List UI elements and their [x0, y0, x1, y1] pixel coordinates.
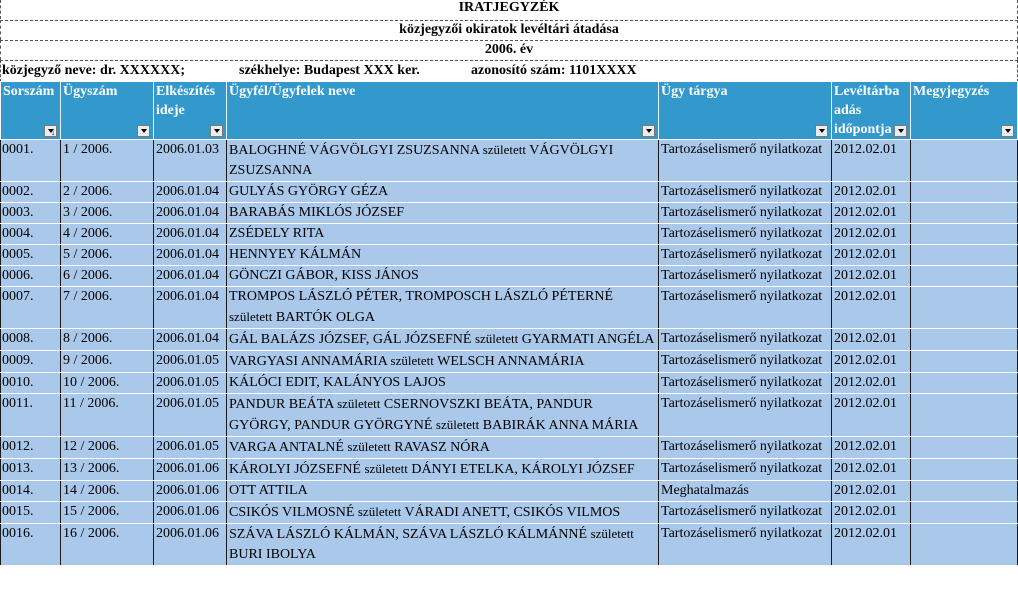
- row-note[interactable]: [911, 224, 1018, 245]
- row-note[interactable]: [911, 481, 1018, 502]
- table-row: [1, 329, 1018, 351]
- row-date[interactable]: 2006.01.05: [154, 373, 227, 394]
- filter-dropdown-icon[interactable]: [815, 125, 828, 137]
- document-subtitle: közjegyzői okiratok levéltári átadása: [0, 20, 1018, 40]
- col-header-elkeszites: Elkészítés ideje: [154, 82, 227, 140]
- row-date[interactable]: 2006.01.05: [154, 394, 227, 437]
- row-client[interactable]: BARABÁS MIKLÓS JÓZSEF: [227, 203, 659, 224]
- table-row: [1, 203, 1018, 224]
- row-date[interactable]: 2006.01.04: [154, 182, 227, 203]
- row-sorszam[interactable]: 0010.: [1, 373, 61, 394]
- row-date[interactable]: 2006.01.06: [154, 459, 227, 481]
- row-archive-date[interactable]: 2012.02.01: [832, 502, 911, 524]
- records-table: [0, 81, 1018, 566]
- row-archive-date[interactable]: 2012.02.01: [832, 481, 911, 502]
- filter-dropdown-icon[interactable]: [210, 125, 223, 137]
- row-client[interactable]: SZÁVA LÁSZLÓ KÁLMÁN, SZÁVA LÁSZLÓ KÁLMÁNNÉ született BURI IBOLYA: [227, 524, 659, 566]
- row-sorszam[interactable]: 0012.: [1, 437, 61, 459]
- row-subject[interactable]: Tartozáselismerő nyilatkozat: [659, 287, 832, 329]
- row-date[interactable]: 2006.01.04: [154, 287, 227, 329]
- row-date[interactable]: 2006.01.04: [154, 245, 227, 266]
- col-header-leveltar: Levéltárba adás időpontja: [832, 82, 911, 140]
- row-sorszam[interactable]: 0007.: [1, 287, 61, 329]
- row-ugyszam[interactable]: 15 / 2006.: [61, 502, 154, 524]
- row-sorszam[interactable]: 0003.: [1, 203, 61, 224]
- row-sorszam[interactable]: 0015.: [1, 502, 61, 524]
- row-note[interactable]: [911, 394, 1018, 437]
- row-ugyszam[interactable]: 14 / 2006.: [61, 481, 154, 502]
- table-row: [1, 245, 1018, 266]
- row-archive-date[interactable]: 2012.02.01: [832, 437, 911, 459]
- table-row: [1, 524, 1018, 566]
- row-date[interactable]: 2006.01.05: [154, 351, 227, 373]
- table-row: [1, 182, 1018, 203]
- row-date[interactable]: 2006.01.04: [154, 203, 227, 224]
- row-subject[interactable]: Tartozáselismerő nyilatkozat: [659, 351, 832, 373]
- row-subject[interactable]: Tartozáselismerő nyilatkozat: [659, 437, 832, 459]
- row-sorszam[interactable]: 0013.: [1, 459, 61, 481]
- row-ugyszam[interactable]: 3 / 2006.: [61, 203, 154, 224]
- row-note[interactable]: [911, 287, 1018, 329]
- row-client[interactable]: HENNYEY KÁLMÁN: [227, 245, 659, 266]
- row-archive-date[interactable]: 2012.02.01: [832, 140, 911, 182]
- document-title: IRATJEGYZÉK: [0, 0, 1018, 19]
- row-subject[interactable]: Tartozáselismerő nyilatkozat: [659, 394, 832, 437]
- row-archive-date[interactable]: 2012.02.01: [832, 524, 911, 566]
- row-sorszam[interactable]: 0008.: [1, 329, 61, 351]
- row-archive-date[interactable]: 2012.02.01: [832, 287, 911, 329]
- row-client[interactable]: CSIKÓS VILMOSNÉ született VÁRADI ANETT, CSIKÓS VILMOS: [227, 502, 659, 524]
- row-subject[interactable]: Tartozáselismerő nyilatkozat: [659, 329, 832, 351]
- row-archive-date[interactable]: 2012.02.01: [832, 459, 911, 481]
- row-note[interactable]: [911, 459, 1018, 481]
- row-archive-date[interactable]: 2012.02.01: [832, 182, 911, 203]
- table-row: [1, 351, 1018, 373]
- table-row: [1, 437, 1018, 459]
- row-archive-date[interactable]: 2012.02.01: [832, 394, 911, 437]
- row-client[interactable]: OTT ATTILA: [227, 481, 659, 502]
- row-client[interactable]: VARGA ANTALNÉ született RAVASZ NÓRA: [227, 437, 659, 459]
- row-archive-date[interactable]: 2012.02.01: [832, 224, 911, 245]
- row-archive-date[interactable]: 2012.02.01: [832, 329, 911, 351]
- table-row: [1, 502, 1018, 524]
- row-note[interactable]: [911, 140, 1018, 182]
- row-subject[interactable]: Tartozáselismerő nyilatkozat: [659, 245, 832, 266]
- col-header-ugy-targya: Ügy tárgya: [659, 82, 832, 140]
- table-row: [1, 140, 1018, 182]
- row-date[interactable]: 2006.01.06: [154, 524, 227, 566]
- row-client[interactable]: PANDUR BEÁTA született CSERNOVSZKI BEÁTA, PANDUR GYÖRGY, PANDUR GYÖRGYNÉ született BABIRÁK ANNA MÁRIA: [227, 394, 659, 437]
- row-ugyszam[interactable]: 2 / 2006.: [61, 182, 154, 203]
- row-note[interactable]: [911, 266, 1018, 287]
- row-note[interactable]: [911, 182, 1018, 203]
- row-client[interactable]: KÁLÓCI EDIT, KALÁNYOS LAJOS: [227, 373, 659, 394]
- row-subject[interactable]: Tartozáselismerő nyilatkozat: [659, 502, 832, 524]
- table-row: [1, 481, 1018, 502]
- row-note[interactable]: [911, 437, 1018, 459]
- row-ugyszam[interactable]: 10 / 2006.: [61, 373, 154, 394]
- filter-dropdown-icon[interactable]: [894, 125, 907, 137]
- row-ugyszam[interactable]: 12 / 2006.: [61, 437, 154, 459]
- notary-seat: székhelye: Budapest XXX ker.: [239, 63, 420, 78]
- document-year: 2006. év: [0, 40, 1018, 60]
- row-ugyszam[interactable]: 6 / 2006.: [61, 266, 154, 287]
- row-client[interactable]: BALOGHNÉ VÁGVÖLGYI ZSUZSANNA született VÁGVÖLGYI ZSUZSANNA: [227, 140, 659, 182]
- row-note[interactable]: [911, 203, 1018, 224]
- row-ugyszam[interactable]: 8 / 2006.: [61, 329, 154, 351]
- row-client[interactable]: GÖNCZI GÁBOR, KISS JÁNOS: [227, 266, 659, 287]
- row-date[interactable]: 2006.01.06: [154, 502, 227, 524]
- row-client[interactable]: TROMPOS LÁSZLÓ PÉTER, TROMPOSCH LÁSZLÓ PÉTERNÉ született BARTÓK OLGA: [227, 287, 659, 329]
- col-header-megjegyzes: Megyjegyzés: [911, 82, 1018, 140]
- row-archive-date[interactable]: 2012.02.01: [832, 266, 911, 287]
- filter-dropdown-icon[interactable]: [137, 125, 150, 137]
- row-client[interactable]: GÁL BALÁZS JÓZSEF, GÁL JÓZSEFNÉ született GYARMATI ANGÉLA: [227, 329, 659, 351]
- row-ugyszam[interactable]: 9 / 2006.: [61, 351, 154, 373]
- row-date[interactable]: 2006.01.04: [154, 329, 227, 351]
- row-subject[interactable]: Meghatalmazás: [659, 481, 832, 502]
- table-row: [1, 266, 1018, 287]
- row-sorszam[interactable]: 0005.: [1, 245, 61, 266]
- row-subject[interactable]: Tartozáselismerő nyilatkozat: [659, 140, 832, 182]
- row-subject[interactable]: Tartozáselismerő nyilatkozat: [659, 266, 832, 287]
- row-subject[interactable]: Tartozáselismerő nyilatkozat: [659, 224, 832, 245]
- row-sorszam[interactable]: 0001.: [1, 140, 61, 182]
- filter-dropdown-icon[interactable]: [44, 125, 57, 137]
- row-ugyszam[interactable]: 13 / 2006.: [61, 459, 154, 481]
- row-sorszam[interactable]: 0009.: [1, 351, 61, 373]
- table-row: [1, 459, 1018, 481]
- row-archive-date[interactable]: 2012.02.01: [832, 351, 911, 373]
- row-date[interactable]: 2006.01.03: [154, 140, 227, 182]
- row-date[interactable]: 2006.01.04: [154, 266, 227, 287]
- row-client[interactable]: VARGYASI ANNAMÁRIA született WELSCH ANNAMÁRIA: [227, 351, 659, 373]
- row-note[interactable]: [911, 245, 1018, 266]
- row-ugyszam[interactable]: 7 / 2006.: [61, 287, 154, 329]
- notary-name: közjegyző neve: dr. XXXXXX;: [2, 63, 186, 78]
- row-ugyszam[interactable]: 5 / 2006.: [61, 245, 154, 266]
- header-row: [1, 82, 1018, 140]
- filter-dropdown-icon[interactable]: [1001, 125, 1014, 137]
- row-subject[interactable]: Tartozáselismerő nyilatkozat: [659, 459, 832, 481]
- row-note[interactable]: [911, 502, 1018, 524]
- row-note[interactable]: [911, 524, 1018, 566]
- row-archive-date[interactable]: 2012.02.01: [832, 373, 911, 394]
- row-sorszam[interactable]: 0016.: [1, 524, 61, 566]
- row-subject[interactable]: Tartozáselismerő nyilatkozat: [659, 203, 832, 224]
- col-header-sorszam: Sorszám ↓: [1, 82, 61, 140]
- row-sorszam[interactable]: 0004.: [1, 224, 61, 245]
- table-row: [1, 373, 1018, 394]
- row-subject[interactable]: Tartozáselismerő nyilatkozat: [659, 373, 832, 394]
- row-ugyszam[interactable]: 4 / 2006.: [61, 224, 154, 245]
- row-archive-date[interactable]: 2012.02.01: [832, 203, 911, 224]
- row-date[interactable]: 2006.01.04: [154, 224, 227, 245]
- row-date[interactable]: 2006.01.06: [154, 481, 227, 502]
- notary-info-row: [0, 60, 1018, 82]
- row-date[interactable]: 2006.01.05: [154, 437, 227, 459]
- row-sorszam[interactable]: 0014.: [1, 481, 61, 502]
- row-note[interactable]: [911, 373, 1018, 394]
- row-ugyszam[interactable]: 11 / 2006.: [61, 394, 154, 437]
- row-client[interactable]: KÁROLYI JÓZSEFNÉ született DÁNYI ETELKA, KÁROLYI JÓZSEF: [227, 459, 659, 481]
- row-sorszam[interactable]: 0011.: [1, 394, 61, 437]
- row-ugyszam[interactable]: 16 / 2006.: [61, 524, 154, 566]
- table-row: [1, 287, 1018, 329]
- row-sorszam[interactable]: 0006.: [1, 266, 61, 287]
- col-header-ugyszam: Ügyszám: [61, 82, 154, 140]
- row-sorszam[interactable]: 0002.: [1, 182, 61, 203]
- row-note[interactable]: [911, 329, 1018, 351]
- notary-id: azonosító szám: 1101XXXX: [471, 63, 637, 78]
- row-client[interactable]: ZSÉDELY RITA: [227, 224, 659, 245]
- row-client[interactable]: GULYÁS GYÖRGY GÉZA: [227, 182, 659, 203]
- col-header-ugyfel: Ügyfél/Ügyfelek neve: [227, 82, 659, 140]
- row-ugyszam[interactable]: 1 / 2006.: [61, 140, 154, 182]
- filter-dropdown-icon[interactable]: [642, 125, 655, 137]
- row-archive-date[interactable]: 2012.02.01: [832, 245, 911, 266]
- row-subject[interactable]: Tartozáselismerő nyilatkozat: [659, 524, 832, 566]
- table-row: [1, 394, 1018, 437]
- table-row: [1, 224, 1018, 245]
- row-subject[interactable]: Tartozáselismerő nyilatkozat: [659, 182, 832, 203]
- row-note[interactable]: [911, 351, 1018, 373]
